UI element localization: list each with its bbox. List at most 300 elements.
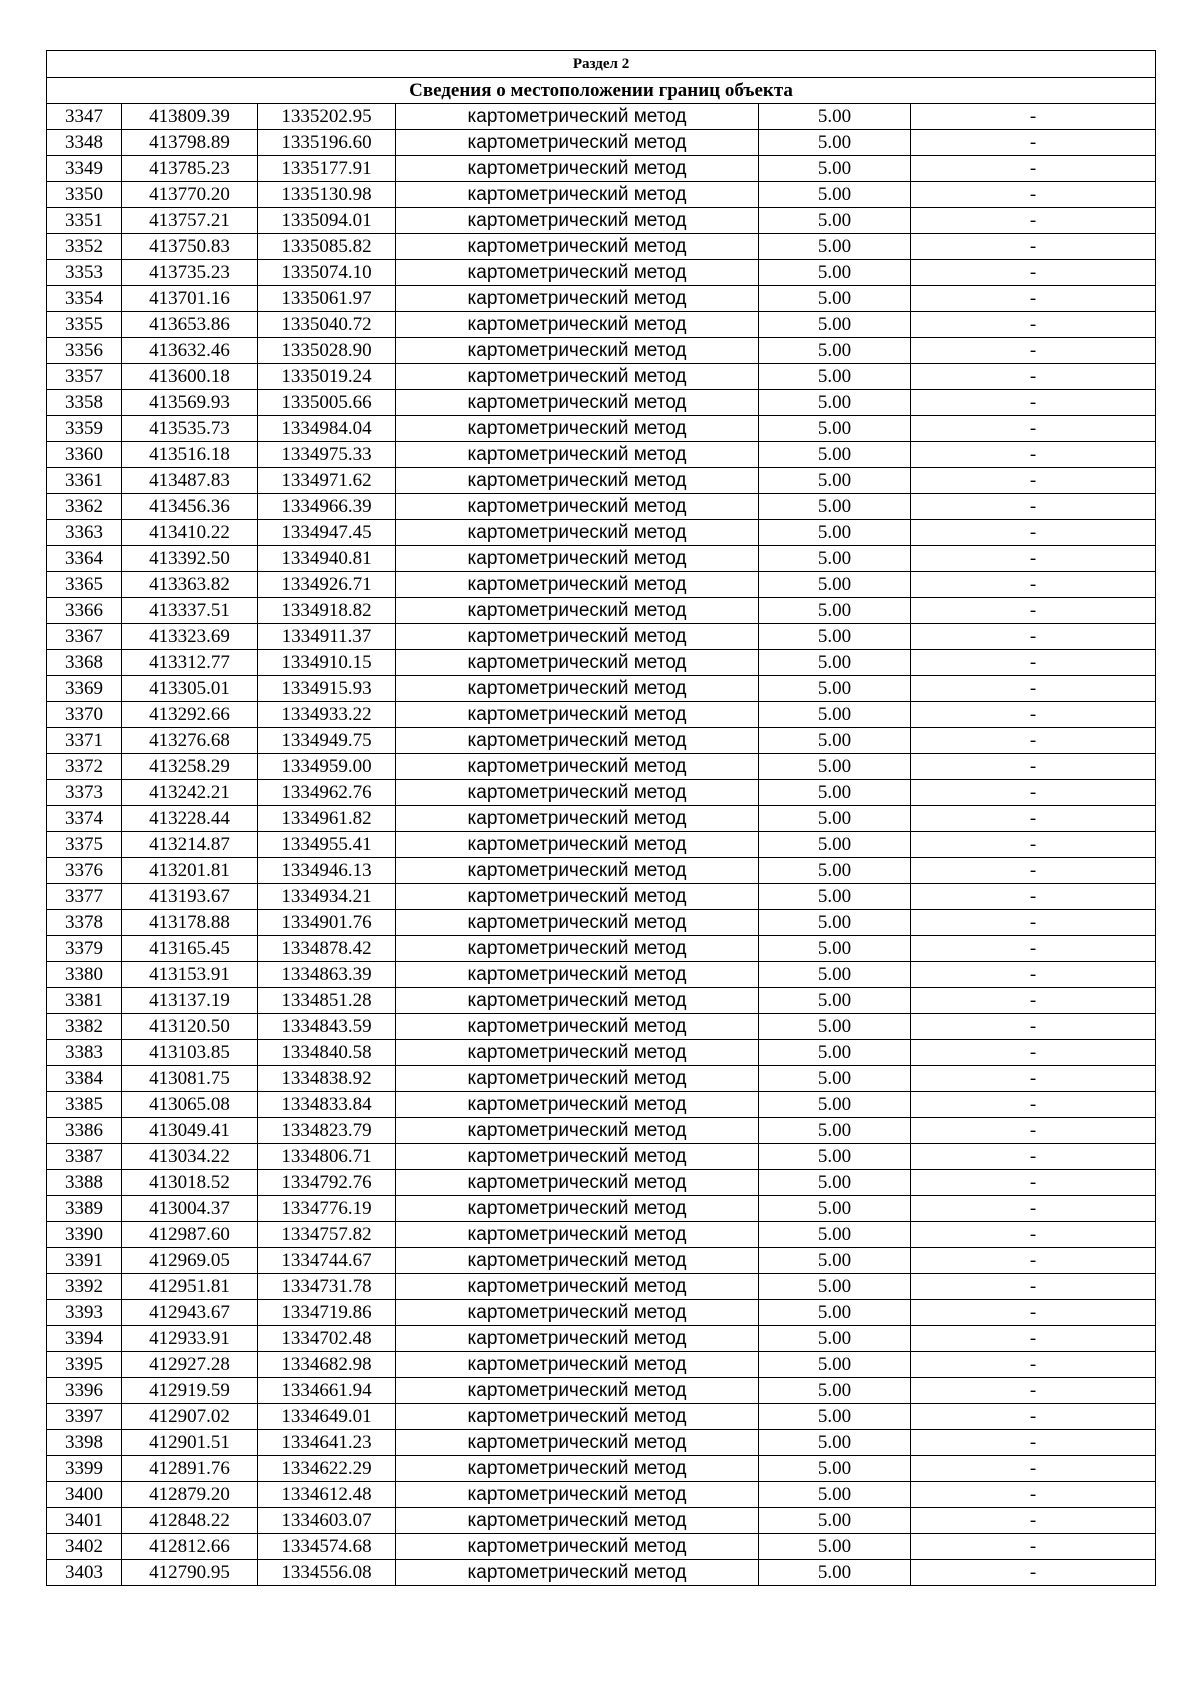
cell-accuracy: 5.00 <box>759 208 911 234</box>
cell-description: - <box>911 650 1156 676</box>
cell-description: - <box>911 416 1156 442</box>
table-row <box>47 1040 1156 1066</box>
cell-accuracy: 5.00 <box>759 780 911 806</box>
cell-y-coordinate: 1335061.97 <box>258 286 396 312</box>
cell-accuracy: 5.00 <box>759 390 911 416</box>
cell-method: картометрический метод <box>396 286 759 312</box>
cell-x-coordinate: 413535.73 <box>122 416 258 442</box>
cell-method: картометрический метод <box>396 676 759 702</box>
cell-description: - <box>911 1118 1156 1144</box>
cell-x-coordinate: 413757.21 <box>122 208 258 234</box>
cell-x-coordinate: 413516.18 <box>122 442 258 468</box>
cell-y-coordinate: 1334731.78 <box>258 1274 396 1300</box>
cell-point-number: 3369 <box>47 676 122 702</box>
cell-point-number: 3383 <box>47 1040 122 1066</box>
cell-description: - <box>911 208 1156 234</box>
table-row <box>47 390 1156 416</box>
table-row <box>47 1014 1156 1040</box>
cell-y-coordinate: 1335094.01 <box>258 208 396 234</box>
cell-point-number: 3377 <box>47 884 122 910</box>
cell-description: - <box>911 676 1156 702</box>
cell-description: - <box>911 1248 1156 1274</box>
cell-y-coordinate: 1335028.90 <box>258 338 396 364</box>
cell-description: - <box>911 624 1156 650</box>
cell-accuracy: 5.00 <box>759 1170 911 1196</box>
cell-method: картометрический метод <box>396 806 759 832</box>
cell-x-coordinate: 413276.68 <box>122 728 258 754</box>
cell-accuracy: 5.00 <box>759 1300 911 1326</box>
cell-accuracy: 5.00 <box>759 1248 911 1274</box>
cell-description: - <box>911 1144 1156 1170</box>
cell-y-coordinate: 1335085.82 <box>258 234 396 260</box>
cell-x-coordinate: 413363.82 <box>122 572 258 598</box>
cell-description: - <box>911 1560 1156 1586</box>
cell-y-coordinate: 1334603.07 <box>258 1508 396 1534</box>
table-row <box>47 312 1156 338</box>
cell-point-number: 3359 <box>47 416 122 442</box>
cell-method: картометрический метод <box>396 104 759 130</box>
cell-x-coordinate: 413600.18 <box>122 364 258 390</box>
cell-method: картометрический метод <box>396 728 759 754</box>
cell-y-coordinate: 1334962.76 <box>258 780 396 806</box>
table-row <box>47 286 1156 312</box>
table-row <box>47 520 1156 546</box>
cell-accuracy: 5.00 <box>759 910 911 936</box>
cell-method: картометрический метод <box>396 546 759 572</box>
cell-x-coordinate: 413392.50 <box>122 546 258 572</box>
cell-description: - <box>911 832 1156 858</box>
cell-accuracy: 5.00 <box>759 416 911 442</box>
cell-y-coordinate: 1334949.75 <box>258 728 396 754</box>
table-row <box>47 1352 1156 1378</box>
cell-accuracy: 5.00 <box>759 546 911 572</box>
cell-y-coordinate: 1334975.33 <box>258 442 396 468</box>
table-row <box>47 1326 1156 1352</box>
cell-method: картометрический метод <box>396 1326 759 1352</box>
cell-x-coordinate: 413153.91 <box>122 962 258 988</box>
cell-method: картометрический метод <box>396 910 759 936</box>
cell-method: картометрический метод <box>396 1144 759 1170</box>
cell-method: картометрический метод <box>396 1248 759 1274</box>
cell-description: - <box>911 962 1156 988</box>
cell-x-coordinate: 413798.89 <box>122 130 258 156</box>
cell-method: картометрический метод <box>396 1274 759 1300</box>
cell-accuracy: 5.00 <box>759 1092 911 1118</box>
cell-method: картометрический метод <box>396 1430 759 1456</box>
cell-point-number: 3368 <box>47 650 122 676</box>
cell-x-coordinate: 413258.29 <box>122 754 258 780</box>
cell-x-coordinate: 412927.28 <box>122 1352 258 1378</box>
cell-accuracy: 5.00 <box>759 1352 911 1378</box>
cell-description: - <box>911 754 1156 780</box>
table-row <box>47 1196 1156 1222</box>
cell-point-number: 3353 <box>47 260 122 286</box>
cell-point-number: 3367 <box>47 624 122 650</box>
cell-x-coordinate: 413004.37 <box>122 1196 258 1222</box>
cell-accuracy: 5.00 <box>759 1404 911 1430</box>
cell-y-coordinate: 1334984.04 <box>258 416 396 442</box>
table-title-row <box>47 78 1156 104</box>
cell-accuracy: 5.00 <box>759 364 911 390</box>
cell-accuracy: 5.00 <box>759 1274 911 1300</box>
cell-point-number: 3402 <box>47 1534 122 1560</box>
cell-x-coordinate: 413410.22 <box>122 520 258 546</box>
cell-accuracy: 5.00 <box>759 156 911 182</box>
table-row <box>47 1144 1156 1170</box>
cell-method: картометрический метод <box>396 936 759 962</box>
cell-x-coordinate: 412790.95 <box>122 1560 258 1586</box>
table-row <box>47 702 1156 728</box>
cell-description: - <box>911 988 1156 1014</box>
cell-x-coordinate: 413178.88 <box>122 910 258 936</box>
cell-description: - <box>911 806 1156 832</box>
cell-y-coordinate: 1334612.48 <box>258 1482 396 1508</box>
table-row <box>47 1404 1156 1430</box>
cell-method: картометрический метод <box>396 468 759 494</box>
cell-x-coordinate: 413165.45 <box>122 936 258 962</box>
cell-accuracy: 5.00 <box>759 1378 911 1404</box>
cell-description: - <box>911 884 1156 910</box>
cell-x-coordinate: 412901.51 <box>122 1430 258 1456</box>
cell-point-number: 3354 <box>47 286 122 312</box>
table-row <box>47 156 1156 182</box>
cell-y-coordinate: 1334702.48 <box>258 1326 396 1352</box>
table-row <box>47 338 1156 364</box>
cell-method: картометрический метод <box>396 1066 759 1092</box>
cell-y-coordinate: 1334622.29 <box>258 1456 396 1482</box>
cell-point-number: 3355 <box>47 312 122 338</box>
cell-y-coordinate: 1334682.98 <box>258 1352 396 1378</box>
cell-point-number: 3366 <box>47 598 122 624</box>
cell-x-coordinate: 413323.69 <box>122 624 258 650</box>
cell-y-coordinate: 1334934.21 <box>258 884 396 910</box>
cell-description: - <box>911 1274 1156 1300</box>
cell-description: - <box>911 286 1156 312</box>
table-row <box>47 676 1156 702</box>
cell-point-number: 3352 <box>47 234 122 260</box>
cell-x-coordinate: 413049.41 <box>122 1118 258 1144</box>
cell-method: картометрический метод <box>396 988 759 1014</box>
cell-y-coordinate: 1334863.39 <box>258 962 396 988</box>
cell-method: картометрический метод <box>396 858 759 884</box>
cell-method: картометрический метод <box>396 442 759 468</box>
table-row <box>47 1534 1156 1560</box>
cell-point-number: 3395 <box>47 1352 122 1378</box>
cell-accuracy: 5.00 <box>759 442 911 468</box>
cell-description: - <box>911 1300 1156 1326</box>
cell-accuracy: 5.00 <box>759 988 911 1014</box>
cell-description: - <box>911 780 1156 806</box>
table-row <box>47 130 1156 156</box>
cell-x-coordinate: 413228.44 <box>122 806 258 832</box>
cell-y-coordinate: 1334851.28 <box>258 988 396 1014</box>
cell-method: картометрический метод <box>396 494 759 520</box>
cell-y-coordinate: 1334959.00 <box>258 754 396 780</box>
cell-description: - <box>911 104 1156 130</box>
cell-x-coordinate: 412879.20 <box>122 1482 258 1508</box>
cell-y-coordinate: 1334961.82 <box>258 806 396 832</box>
cell-point-number: 3388 <box>47 1170 122 1196</box>
table-row <box>47 1170 1156 1196</box>
cell-accuracy: 5.00 <box>759 858 911 884</box>
cell-method: картометрический метод <box>396 1352 759 1378</box>
cell-x-coordinate: 413653.86 <box>122 312 258 338</box>
cell-y-coordinate: 1334971.62 <box>258 468 396 494</box>
table-row <box>47 728 1156 754</box>
cell-x-coordinate: 413785.23 <box>122 156 258 182</box>
cell-x-coordinate: 413312.77 <box>122 650 258 676</box>
cell-x-coordinate: 413809.39 <box>122 104 258 130</box>
cell-y-coordinate: 1334757.82 <box>258 1222 396 1248</box>
table-row <box>47 1430 1156 1456</box>
cell-y-coordinate: 1335177.91 <box>258 156 396 182</box>
cell-method: картометрический метод <box>396 832 759 858</box>
cell-description: - <box>911 1066 1156 1092</box>
cell-method: картометрический метод <box>396 1534 759 1560</box>
cell-y-coordinate: 1335130.98 <box>258 182 396 208</box>
cell-point-number: 3378 <box>47 910 122 936</box>
cell-method: картометрический метод <box>396 702 759 728</box>
cell-accuracy: 5.00 <box>759 520 911 546</box>
cell-description: - <box>911 468 1156 494</box>
cell-accuracy: 5.00 <box>759 1066 911 1092</box>
table-row <box>47 884 1156 910</box>
cell-method: картометрический метод <box>396 1118 759 1144</box>
cell-method: картометрический метод <box>396 182 759 208</box>
cell-method: картометрический метод <box>396 1456 759 1482</box>
cell-point-number: 3362 <box>47 494 122 520</box>
cell-accuracy: 5.00 <box>759 286 911 312</box>
cell-accuracy: 5.00 <box>759 1508 911 1534</box>
section-title: Раздел 2 <box>47 51 1156 78</box>
cell-accuracy: 5.00 <box>759 728 911 754</box>
cell-accuracy: 5.00 <box>759 130 911 156</box>
cell-point-number: 3371 <box>47 728 122 754</box>
cell-y-coordinate: 1334926.71 <box>258 572 396 598</box>
cell-x-coordinate: 412987.60 <box>122 1222 258 1248</box>
cell-x-coordinate: 413193.67 <box>122 884 258 910</box>
table-row <box>47 1300 1156 1326</box>
cell-x-coordinate: 413081.75 <box>122 1066 258 1092</box>
cell-point-number: 3365 <box>47 572 122 598</box>
boundary-coordinates-table <box>46 50 1156 1586</box>
cell-accuracy: 5.00 <box>759 104 911 130</box>
cell-description: - <box>911 260 1156 286</box>
cell-method: картометрический метод <box>396 962 759 988</box>
cell-point-number: 3401 <box>47 1508 122 1534</box>
cell-description: - <box>911 494 1156 520</box>
table-row <box>47 1274 1156 1300</box>
cell-point-number: 3392 <box>47 1274 122 1300</box>
cell-description: - <box>911 1482 1156 1508</box>
cell-point-number: 3379 <box>47 936 122 962</box>
cell-y-coordinate: 1334940.81 <box>258 546 396 572</box>
cell-method: картометрический метод <box>396 1170 759 1196</box>
cell-point-number: 3398 <box>47 1430 122 1456</box>
table-row <box>47 806 1156 832</box>
cell-point-number: 3384 <box>47 1066 122 1092</box>
table-row <box>47 598 1156 624</box>
table-row <box>47 260 1156 286</box>
cell-method: картометрический метод <box>396 1222 759 1248</box>
cell-y-coordinate: 1334556.08 <box>258 1560 396 1586</box>
cell-point-number: 3360 <box>47 442 122 468</box>
cell-accuracy: 5.00 <box>759 702 911 728</box>
table-row <box>47 572 1156 598</box>
cell-x-coordinate: 412951.81 <box>122 1274 258 1300</box>
cell-x-coordinate: 413214.87 <box>122 832 258 858</box>
cell-accuracy: 5.00 <box>759 676 911 702</box>
cell-x-coordinate: 412891.76 <box>122 1456 258 1482</box>
cell-point-number: 3351 <box>47 208 122 234</box>
cell-x-coordinate: 413701.16 <box>122 286 258 312</box>
cell-accuracy: 5.00 <box>759 1482 911 1508</box>
cell-y-coordinate: 1334833.84 <box>258 1092 396 1118</box>
cell-description: - <box>911 442 1156 468</box>
cell-y-coordinate: 1334838.92 <box>258 1066 396 1092</box>
cell-accuracy: 5.00 <box>759 936 911 962</box>
cell-description: - <box>911 1040 1156 1066</box>
cell-method: картометрический метод <box>396 1404 759 1430</box>
cell-accuracy: 5.00 <box>759 182 911 208</box>
cell-accuracy: 5.00 <box>759 754 911 780</box>
cell-x-coordinate: 413137.19 <box>122 988 258 1014</box>
cell-method: картометрический метод <box>396 234 759 260</box>
table-row <box>47 1248 1156 1274</box>
cell-description: - <box>911 182 1156 208</box>
cell-description: - <box>911 598 1156 624</box>
cell-method: картометрический метод <box>396 208 759 234</box>
cell-x-coordinate: 413750.83 <box>122 234 258 260</box>
section-header-row <box>47 51 1156 78</box>
cell-accuracy: 5.00 <box>759 312 911 338</box>
cell-method: картометрический метод <box>396 780 759 806</box>
cell-y-coordinate: 1334661.94 <box>258 1378 396 1404</box>
cell-accuracy: 5.00 <box>759 1326 911 1352</box>
cell-method: картометрический метод <box>396 650 759 676</box>
cell-description: - <box>911 1014 1156 1040</box>
cell-accuracy: 5.00 <box>759 1430 911 1456</box>
cell-point-number: 3374 <box>47 806 122 832</box>
cell-description: - <box>911 1196 1156 1222</box>
cell-y-coordinate: 1334823.79 <box>258 1118 396 1144</box>
cell-accuracy: 5.00 <box>759 624 911 650</box>
cell-point-number: 3389 <box>47 1196 122 1222</box>
cell-description: - <box>911 390 1156 416</box>
table-row <box>47 234 1156 260</box>
cell-y-coordinate: 1334966.39 <box>258 494 396 520</box>
cell-accuracy: 5.00 <box>759 806 911 832</box>
cell-point-number: 3375 <box>47 832 122 858</box>
cell-y-coordinate: 1335074.10 <box>258 260 396 286</box>
cell-x-coordinate: 413103.85 <box>122 1040 258 1066</box>
table-row <box>47 754 1156 780</box>
cell-accuracy: 5.00 <box>759 494 911 520</box>
cell-y-coordinate: 1334933.22 <box>258 702 396 728</box>
cell-point-number: 3361 <box>47 468 122 494</box>
cell-point-number: 3382 <box>47 1014 122 1040</box>
cell-accuracy: 5.00 <box>759 468 911 494</box>
cell-description: - <box>911 702 1156 728</box>
cell-point-number: 3385 <box>47 1092 122 1118</box>
cell-accuracy: 5.00 <box>759 1118 911 1144</box>
cell-point-number: 3403 <box>47 1560 122 1586</box>
cell-point-number: 3372 <box>47 754 122 780</box>
cell-accuracy: 5.00 <box>759 832 911 858</box>
cell-point-number: 3394 <box>47 1326 122 1352</box>
cell-x-coordinate: 412919.59 <box>122 1378 258 1404</box>
cell-point-number: 3386 <box>47 1118 122 1144</box>
cell-description: - <box>911 1456 1156 1482</box>
cell-accuracy: 5.00 <box>759 260 911 286</box>
cell-accuracy: 5.00 <box>759 1144 911 1170</box>
table-row <box>47 650 1156 676</box>
cell-y-coordinate: 1334946.13 <box>258 858 396 884</box>
table-row <box>47 780 1156 806</box>
cell-method: картометрический метод <box>396 260 759 286</box>
table-row <box>47 416 1156 442</box>
cell-y-coordinate: 1335040.72 <box>258 312 396 338</box>
table-row <box>47 962 1156 988</box>
cell-description: - <box>911 858 1156 884</box>
cell-x-coordinate: 413632.46 <box>122 338 258 364</box>
cell-description: - <box>911 1352 1156 1378</box>
cell-x-coordinate: 413292.66 <box>122 702 258 728</box>
cell-method: картометрический метод <box>396 1196 759 1222</box>
cell-y-coordinate: 1334744.67 <box>258 1248 396 1274</box>
cell-point-number: 3400 <box>47 1482 122 1508</box>
cell-x-coordinate: 413065.08 <box>122 1092 258 1118</box>
table-row <box>47 442 1156 468</box>
table-row <box>47 1508 1156 1534</box>
cell-accuracy: 5.00 <box>759 1534 911 1560</box>
cell-y-coordinate: 1335005.66 <box>258 390 396 416</box>
cell-method: картометрический метод <box>396 1092 759 1118</box>
cell-accuracy: 5.00 <box>759 1196 911 1222</box>
cell-point-number: 3380 <box>47 962 122 988</box>
cell-point-number: 3396 <box>47 1378 122 1404</box>
cell-description: - <box>911 234 1156 260</box>
cell-x-coordinate: 412812.66 <box>122 1534 258 1560</box>
cell-accuracy: 5.00 <box>759 1456 911 1482</box>
cell-description: - <box>911 572 1156 598</box>
table-row <box>47 832 1156 858</box>
cell-description: - <box>911 338 1156 364</box>
table-row <box>47 182 1156 208</box>
cell-method: картометрический метод <box>396 390 759 416</box>
table-row <box>47 910 1156 936</box>
cell-method: картометрический метод <box>396 1040 759 1066</box>
cell-description: - <box>911 156 1156 182</box>
cell-x-coordinate: 413305.01 <box>122 676 258 702</box>
cell-accuracy: 5.00 <box>759 650 911 676</box>
cell-accuracy: 5.00 <box>759 598 911 624</box>
cell-method: картометрический метод <box>396 364 759 390</box>
cell-description: - <box>911 130 1156 156</box>
cell-method: картометрический метод <box>396 338 759 364</box>
cell-x-coordinate: 413034.22 <box>122 1144 258 1170</box>
table-row <box>47 936 1156 962</box>
table-row <box>47 546 1156 572</box>
cell-point-number: 3350 <box>47 182 122 208</box>
cell-method: картометрический метод <box>396 598 759 624</box>
cell-y-coordinate: 1334649.01 <box>258 1404 396 1430</box>
cell-x-coordinate: 413487.83 <box>122 468 258 494</box>
cell-method: картометрический метод <box>396 1014 759 1040</box>
cell-x-coordinate: 413770.20 <box>122 182 258 208</box>
cell-x-coordinate: 413456.36 <box>122 494 258 520</box>
cell-point-number: 3358 <box>47 390 122 416</box>
